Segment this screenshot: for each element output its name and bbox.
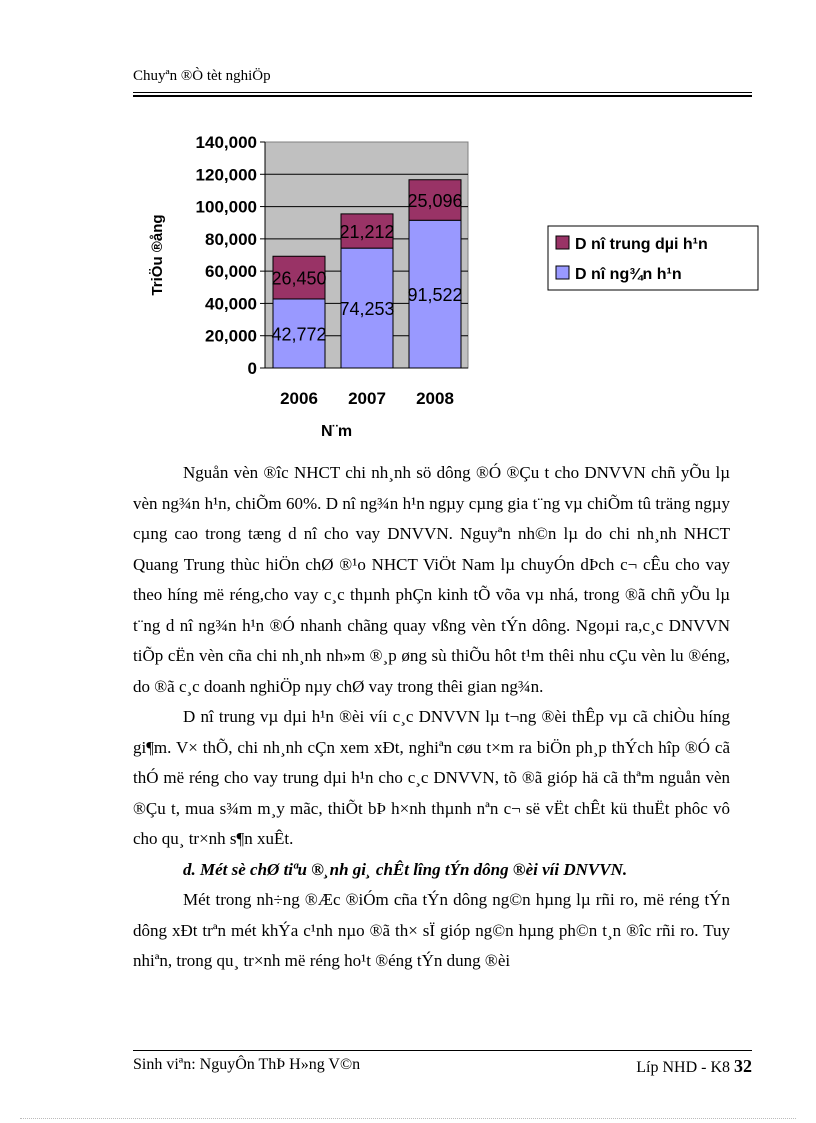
footer-rule	[133, 1050, 752, 1051]
y-tick-label: 0	[247, 359, 257, 378]
x-tick-label: 2006	[280, 389, 318, 408]
page-header	[133, 68, 752, 90]
y-axis-title: TriÖu ®ång	[149, 214, 166, 296]
page-number: 32	[734, 1056, 752, 1076]
paragraph-3: Mét trong nh÷ng ®Æc ®iÓm cña tÝn dông ng©n hµng lµ rñi ro, më réng tÝn dông xÐt trªn mét khÝa c¹nh nµo ®ã th× sÏ gióp ng©n hµng ph©n t¸n ®îc rñi ro. Tuy nhiªn, trong qu¸ tr×nh më réng ho¹t ®éng tÝn dung ®èi	[133, 890, 730, 970]
x-axis-title: N¨m	[320, 423, 353, 440]
y-tick-label: 40,000	[205, 294, 257, 314]
y-tick-label: 80,000	[205, 229, 257, 249]
footer-class-page	[636, 1056, 752, 1077]
header-rule-thick	[133, 95, 752, 97]
header-title: Chuyªn ®Ò tèt nghiÖp	[133, 68, 271, 84]
x-tick-label: 2008	[416, 389, 454, 408]
footer-author: Sinh viªn: NguyÔn ThÞ H»ng V©n	[133, 1056, 361, 1073]
data-label: 21,212	[339, 222, 395, 243]
header-rule	[133, 92, 752, 93]
y-tick-label: 100,000	[195, 197, 257, 217]
data-label: 25,096	[407, 191, 463, 212]
data-label: 74,253	[339, 299, 395, 320]
stacked-bar-chart	[130, 125, 760, 445]
legend-label: D nî ng¾n h¹n	[575, 266, 682, 283]
page-edge	[20, 1118, 796, 1119]
paragraph-2: D nî trung vµ dµi h¹n ®èi víi c¸c DNVVN lµ t¬ng ®èi thÊp vµ cã chiÒu híng gi¶m. V× thÕ, chi nh¸nh cÇn xem xÐt, nghiªn cøu t×m ra biÖn ph¸p thÝch hîp ®Ó cã thÓ më réng cho vay trung dµi h¹n cho c¸c DNVVN, tõ ®ã gióp hä cã thªm nguån vèn ®Çu t, mua s¾m m¸y mãc, thiÕt bÞ h×nh thµnh nªn c¬ së vËt chÊt kü thuËt phôc vô cho qu¸ tr×nh s¶n xuÊt.	[133, 707, 730, 848]
y-tick-label: 140,000	[195, 133, 257, 152]
paragraph-1: Nguån vèn ®îc NHCT chi nh¸nh sö dông ®Ó ®Çu t cho DNVVN chñ yÕu lµ vèn ng¾n h¹n, chiÕm 60%. D nî ng¾n h¹n ngµy cµng gia t¨ng vµ chiÕm tû träng ngµy cµng cao trong tæng d nî cho vay DNVVN. Nguyªn nh©n lµ do chi nh¸nh NHCT Quang Trung thùc hiÖn chØ ®¹o NHCT ViÖt Nam lµ chuyÓn dÞch c¬ cÊu cho vay theo híng më réng,cho vay c¸c thµnh phÇn kinh tÕ võa vµ nhá, trong ®ã chñ yÕu lµ t¨ng d nî ng¾n h¹n ®Ó nhanh chãng quay vßng vèn tÝn dông. Ngoµi ra,c¸c DNVVN tiÕp cËn vèn cña chi nh¸nh nh»m ®¸p øng sù thiÕu hôt t¹m thêi nhu cÇu vèn lu ®éng, do ®ã c¸c doanh nghiÖp nµy chØ vay trong thêi gian ng¾n.	[133, 463, 730, 696]
body-text	[133, 458, 730, 977]
y-tick-label: 20,000	[205, 326, 257, 346]
y-tick-label: 120,000	[195, 165, 257, 185]
legend-swatch	[556, 266, 569, 279]
x-tick-label: 2007	[348, 389, 386, 408]
data-label: 26,450	[271, 268, 327, 289]
section-subheading: d. Mét sè chØ tiªu ®¸nh gi¸ chÊt lîng tÝn dông ®èi víi DNVVN.	[183, 859, 628, 879]
data-label: 91,522	[407, 285, 463, 306]
legend-label: D nî trung dµi h¹n	[575, 236, 708, 253]
legend-swatch	[556, 236, 569, 249]
footer-class: Líp NHD - K8	[636, 1059, 730, 1076]
y-tick-label: 60,000	[205, 262, 257, 282]
data-label: 42,772	[271, 324, 327, 345]
